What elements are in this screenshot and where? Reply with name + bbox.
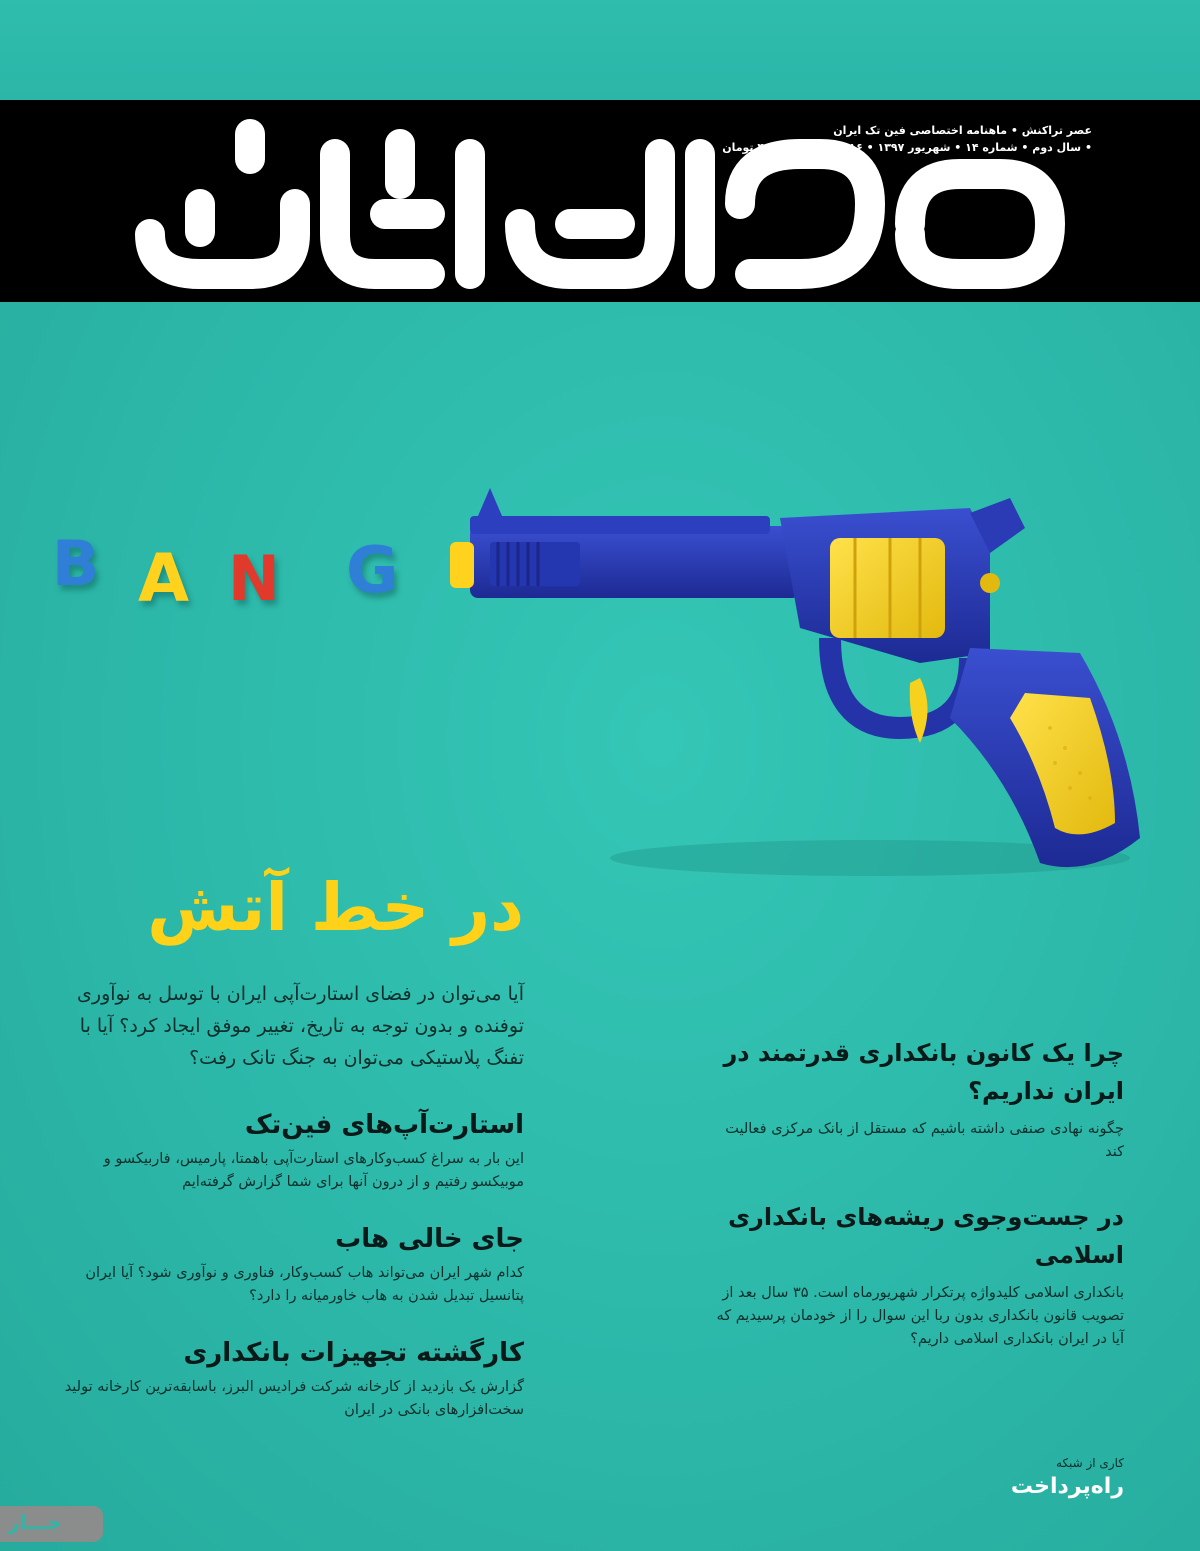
story-body: کدام شهر ایران می‌تواند هاب کسب‌وکار، فناوری و نوآوری شود؟ آیا ایران پتانسیل تبدیل شدن به هاب خاورمیانه را دارد؟ bbox=[85, 1265, 524, 1304]
magazine-logo bbox=[100, 114, 1100, 289]
toy-revolver-illustration bbox=[450, 478, 1150, 888]
story-startups bbox=[54, 1108, 524, 1194]
story-banking-association bbox=[704, 1034, 1124, 1164]
story-title: استارت‌آپ‌های فین‌تک bbox=[244, 1110, 524, 1140]
story-body: این بار به سراغ کسب‌وکارهای استارت‌آپی باهمتا، پارمیس، فاربیکسو و موبیکسو رفتیم و از درون آنها برای شما گزارش گرفته‌ایم bbox=[103, 1151, 524, 1190]
bang-letter-b: B bbox=[52, 527, 100, 600]
story-title: جای خالی هاب bbox=[335, 1224, 524, 1254]
cover-lede: آیا می‌توان در فضای استارت‌آپی ایران با توسل به نوآوری توفنده و بدون توجه به تاریخ، تغییر موفق ایجاد کرد؟ آیا با تفنگ پلاستیکی می‌توان به جنگ تانک رفت؟ bbox=[77, 983, 524, 1069]
story-body: گزارش یک بازدید از کارخانه شرکت فرادیس البرز، باسابقه‌ترین کارخانه تولید سخت‌افزارهای بانکی در ایران bbox=[64, 1379, 524, 1418]
masthead bbox=[0, 100, 1200, 302]
cover-headline: در خط آتش bbox=[147, 869, 524, 946]
story-hub bbox=[54, 1222, 524, 1308]
story-banking-equipment bbox=[54, 1336, 524, 1422]
publisher-network bbox=[924, 1455, 1124, 1501]
top-background-strip bbox=[0, 0, 1200, 100]
network-logo: راه‌پرداخت bbox=[1010, 1474, 1124, 1499]
corner-watermark-badge bbox=[0, 1506, 103, 1542]
magazine-logo-graphic bbox=[100, 114, 1100, 289]
bang-letter-a: A bbox=[138, 540, 190, 617]
masthead-meta-line1: عصر تراکنش • ماهنامه اختصاصی فین تک ایران bbox=[833, 124, 1092, 137]
toy-revolver-graphic bbox=[450, 478, 1150, 888]
corner-badge-text: جـــار bbox=[8, 1510, 62, 1534]
masthead-meta-line2: • سال دوم • شماره ۱۴ • شهریور ۱۳۹۷ • ۱۱۶ صفحه • ۴۰۰۰۰ تومان bbox=[722, 141, 1092, 154]
story-title: کارگشته تجهیزات بانکداری bbox=[183, 1338, 524, 1368]
bang-letter-g: G bbox=[346, 534, 399, 608]
story-body: بانکداری اسلامی کلیدواژه پرتکرار شهریورماه است. ۳۵ سال بعد از تصویب قانون بانکداری بدون ربا این سوال را از خودمان پرسیدیم که آیا در ایران بانکداری اسلامی داریم؟ bbox=[716, 1285, 1124, 1347]
story-body: چگونه نهادی صنفی داشته باشیم که مستقل از بانک مرکزی فعالیت کند bbox=[725, 1121, 1124, 1160]
story-title: در جست‌وجوی ریشه‌های بانکداری اسلامی bbox=[728, 1203, 1124, 1269]
story-title: چرا یک کانون بانکداری قدرتمند در ایران نداریم؟ bbox=[723, 1039, 1124, 1105]
network-label: کاری از شبکه bbox=[1055, 1456, 1124, 1470]
bang-letter-n: N bbox=[228, 542, 280, 615]
story-islamic-banking bbox=[704, 1198, 1124, 1351]
